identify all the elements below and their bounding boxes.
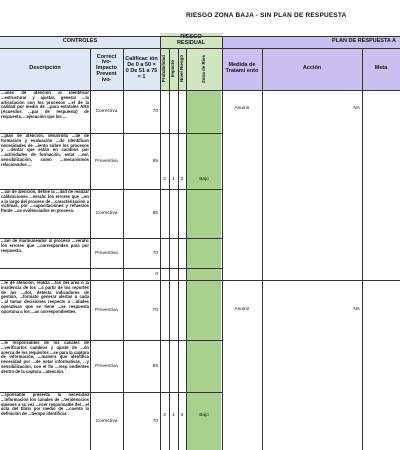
calificacion-header: Calificac ión De 0 a 50 = 0 De 51 a 75 = 1 bbox=[123, 48, 160, 90]
plan-respuesta-header: PLAN DE RESPUESTA A bbox=[222, 36, 400, 48]
zona-header: Zona de Ries bbox=[186, 48, 222, 90]
medida-header: Medida de Tratami ento bbox=[222, 48, 262, 90]
tipo-cell: Correctiva bbox=[95, 211, 118, 217]
calificacion-cell: 70 bbox=[152, 418, 158, 424]
medida-value: Asumir bbox=[234, 307, 250, 313]
calificacion-cell: 85 bbox=[152, 211, 158, 217]
nivel-header: Nivel Riesgo bbox=[178, 48, 186, 90]
probabilidad-value: 3 bbox=[163, 177, 166, 183]
descripcion-cell: ...lan de atención, define la ...dad de realizar calibraciones ...verahc los errores que ...en a lo largo del proceso de ...caracterización a victimas, por ...capacitaciones y refuerzos frente ...as evidenciados en proceso. bbox=[1, 190, 89, 214]
calificacion-cell: 70 bbox=[152, 250, 158, 256]
controles-header: CONTROLES bbox=[0, 36, 160, 48]
zona-value: Bajo bbox=[199, 413, 209, 419]
tipo-cell: Preventiva bbox=[95, 250, 118, 256]
tipo-cell: Correctiva bbox=[95, 418, 118, 424]
impacto-header: Impacto bbox=[169, 48, 178, 90]
nivel-value: 3 bbox=[180, 413, 184, 419]
calificacion-cell: 70 bbox=[152, 109, 158, 115]
tipo-header: Correct ivo- Impacto Prevent ivo- bbox=[90, 48, 123, 90]
descripcion-cell: ...anes de atención al identificar ...estructurar y ajustar, generar ...la articulación con los procesos ...el de la calidad por medio de ...para estatales ANS (Acuerdos ...par de respuesta) de respuesta, ...ejecución que los ... bbox=[1, 91, 89, 120]
tipo-cell: Correctiva bbox=[95, 109, 118, 115]
calificacion-cell: 0 bbox=[155, 271, 158, 277]
impacto-value: 1 bbox=[172, 177, 175, 183]
probabilidad-value: 3 bbox=[163, 413, 166, 419]
descripcion-cell: ...sponsable presenta la necesidad ...informacion los canales de ...teridesocios quienes a su vez ...ncer responsable del ...el acta del título por medio de ...cuenta la definición de ...tiempo identificar. bbox=[1, 393, 89, 417]
tipo-cell: Preventiva bbox=[95, 307, 118, 313]
calificacion-cell: 70 bbox=[152, 307, 158, 313]
impacto-value: 1 bbox=[172, 413, 175, 419]
tipo-cell: Preventiva bbox=[95, 158, 118, 164]
riesgo-residual-header: RESIDUAL bbox=[160, 33, 222, 48]
medida-value: Asumir bbox=[234, 106, 250, 112]
zona-value: Bajo bbox=[199, 177, 209, 183]
descripcion-cell: ...le responsables de los canales de ...verificarlos cambios y ajuste de ...ón acerca de los requisitos ...se para la captura de información, ...manera que identifica necesidad por ...de notar informativas, ...y sensibilización, con el fin ...resp ondientes dentro de la captura ...atención. bbox=[1, 341, 89, 374]
meta-header: Meta bbox=[362, 48, 400, 90]
page-title: RIESGO ZONA BAJA - SIN PLAN DE RESPUESTA bbox=[186, 12, 347, 19]
accion-value: NA bbox=[353, 106, 360, 112]
probabilidad-header: Probabilidad bbox=[160, 48, 169, 90]
descripcion-header: Descripción bbox=[0, 48, 90, 90]
descripcion-cell: ...plan de atención, desarrolla ...de de formación y evaluación ...do identifican necesidades de ...iento sobre los procesos y ...dentar que están en cambios por ...actividades de formación, estar ...ver, sensibilización, como ...mecanismos relacionados ... bbox=[1, 134, 89, 167]
descripcion-cell: ...le de atención, realiza ...tos del área o la incidencia de los ...a partir de los reportes de los ...dor, detecta indicadores de gestión, ...formato generar alertas a cada ...al tomar decisiones respecto a ...idades operativas que se tiene ...se respuesta oportuna a los ...as correspondientes. bbox=[1, 281, 89, 314]
descripcion-cell: ...lan de marmuneador al proceso ...verahc los errores que ...corresponden para por respuesta. bbox=[1, 239, 89, 253]
accion-value: NA bbox=[353, 307, 360, 313]
accion-header: Acción bbox=[262, 48, 362, 90]
nivel-value: 3 bbox=[180, 177, 184, 183]
calificacion-cell: 85 bbox=[152, 363, 158, 369]
calificacion-cell: 85 bbox=[152, 158, 158, 164]
tipo-cell: Preventiva bbox=[95, 363, 118, 369]
